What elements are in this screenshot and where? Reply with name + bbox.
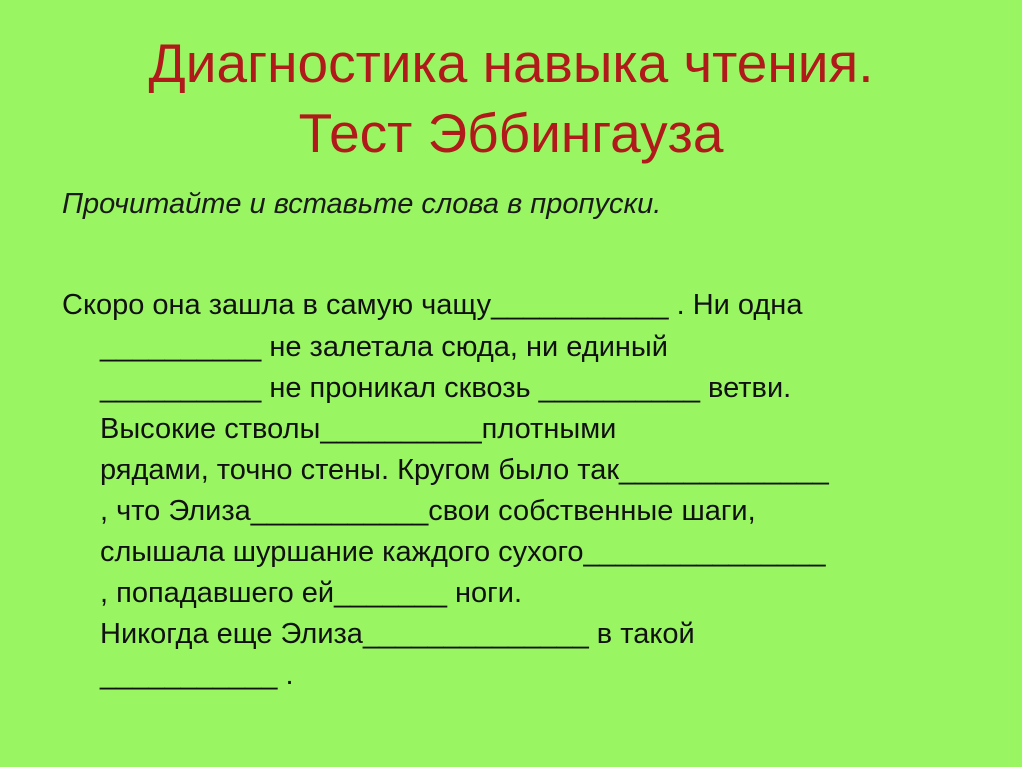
text-line-6: , что Элиза___________свои собственные шаги, bbox=[100, 495, 756, 527]
text-line-1: Скоро она зашла в самую чащу___________ . Ни одна bbox=[62, 289, 803, 321]
text-line-7: слышала шуршание каждого сухого_______________ bbox=[100, 536, 826, 568]
text-line-2: __________ не залетала сюда, ни единый bbox=[100, 331, 668, 363]
text-line-3: __________ не проникал сквозь __________ ветви. bbox=[100, 372, 792, 404]
text-line-8: , попадавшего ей_______ ноги. bbox=[100, 577, 523, 609]
text-line-5: рядами, точно стены. Кругом было так_____________ bbox=[100, 454, 829, 486]
instruction-text: Прочитайте и вставьте слова в пропуски. bbox=[62, 188, 662, 220]
slide-title-line-2: Тест Эббингауза bbox=[298, 102, 724, 164]
text-line-10: ___________ . bbox=[100, 659, 294, 691]
slide-title-line-1: Диагностика навыка чтения. bbox=[148, 32, 874, 94]
text-line-9: Никогда еще Элиза______________ в такой bbox=[100, 618, 695, 650]
text-line-4: Высокие стволы__________плотными bbox=[100, 413, 617, 445]
